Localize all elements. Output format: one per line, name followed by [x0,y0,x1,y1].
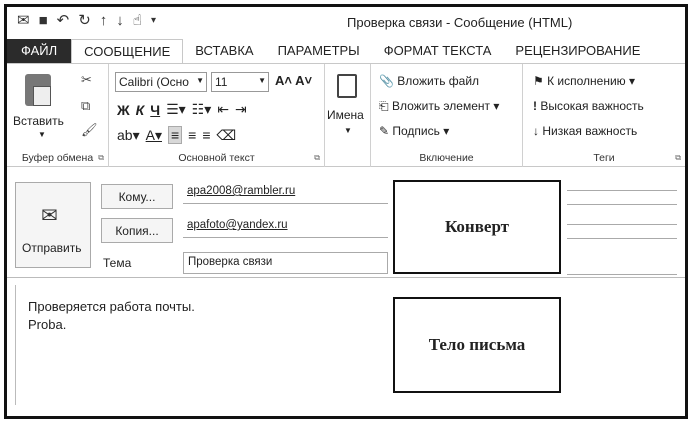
exclamation-icon: ! [533,99,541,113]
tab-format-text[interactable]: ФОРМАТ ТЕКСТА [383,43,492,58]
chevron-down-icon: ▾ [625,74,636,88]
attach-file-button[interactable] [379,74,479,88]
include-group-label: Включение [419,152,474,164]
body-line: Проверяется работа почты. [28,299,195,314]
ribbon-tabs [7,39,685,63]
down-arrow-icon[interactable]: ↓ [116,12,124,29]
tags-group [523,64,685,167]
cut-icon[interactable]: ✂ [81,72,92,87]
followup-label: К исполнению [547,74,626,88]
attach-item-icon: ⎗ [379,99,392,113]
message-envelope [7,168,685,278]
highlight-icon[interactable]: ab▾ [117,126,140,143]
font-color-row [117,126,236,144]
clipboard-group [7,64,109,167]
redo-icon[interactable]: ↻ [78,12,91,29]
names-button[interactable]: Имена [327,108,364,122]
align-left-icon[interactable]: ≡ [168,126,182,144]
quick-access-toolbar [17,13,156,29]
font-style-row [117,101,247,118]
signature-icon: ✎ [379,124,393,138]
clipboard-group-label: Буфер обмена [21,152,94,164]
send-icon: ✉ [41,205,58,227]
copy-icon[interactable]: ⧉ [81,98,91,113]
body-line: Proba. [28,317,67,332]
to-field[interactable]: apa2008@rambler.ru [183,182,388,204]
numbering-icon[interactable]: ☷▾ [191,101,212,117]
chevron-down-icon: ▼ [196,76,204,85]
ribbon [7,63,685,167]
flag-icon: ⚑ [533,74,548,88]
send-button[interactable] [15,182,91,268]
followup-button[interactable] [533,74,635,88]
subject-label: Тема [103,256,132,270]
high-importance-label: Высокая важность [540,99,644,113]
tab-file[interactable]: ФАЙЛ [7,39,71,63]
signature-button[interactable] [379,124,449,138]
touch-icon[interactable]: ☝ [132,12,142,29]
message-body[interactable] [15,285,679,405]
font-color-icon[interactable]: A▾ [145,126,162,143]
chevron-down-icon[interactable]: ▼ [38,130,46,139]
tags-group-label: Теги [593,152,615,164]
title-bar [7,7,685,37]
field-divider [567,190,677,191]
chevron-down-icon: ▾ [490,99,500,113]
window-title: Проверка связи - Сообщение (HTML) [347,15,573,30]
mail-icon[interactable]: ✉ [17,12,30,29]
font-size-value: 11 [215,75,228,89]
field-divider [567,274,677,275]
tab-insert[interactable]: ВСТАВКА [195,43,254,58]
include-group [371,64,523,167]
bullets-icon[interactable]: ☰▾ [166,101,186,117]
chevron-down-icon[interactable]: ▼ [344,126,352,135]
low-importance-label: Низкая важность [542,124,638,138]
paperclip-icon: 📎 [379,74,398,88]
attach-file-label: Вложить файл [397,74,480,88]
tab-review[interactable]: РЕЦЕНЗИРОВАНИЕ [515,43,641,58]
field-divider [567,238,677,239]
paste-icon[interactable] [25,74,51,106]
dialog-launcher-icon[interactable]: ⧉ [98,153,104,162]
paste-button[interactable]: Вставить [13,114,64,128]
customize-icon[interactable]: ▾ [150,15,156,26]
dialog-launcher-icon[interactable]: ⧉ [675,153,681,162]
undo-icon[interactable]: ↶ [56,12,70,29]
attach-item-button[interactable] [379,99,499,114]
address-book-icon[interactable] [337,74,357,98]
down-arrow-icon: ↓ [533,124,543,138]
field-divider [567,204,677,205]
clear-format-icon[interactable]: ⌫ [216,126,237,143]
font-name-value: Calibri (Осно [119,75,189,89]
up-arrow-icon[interactable]: ↑ [99,12,108,29]
bold-button[interactable]: Ж [117,101,130,118]
align-right-icon[interactable]: ≡ [202,127,211,143]
font-name-select[interactable] [115,72,207,92]
outlook-message-window [4,4,688,419]
send-label: Отправить [22,241,82,255]
font-group-label: Основной текст [178,152,255,164]
body-annotation: Тело письма [393,297,561,393]
signature-label: Подпись [392,124,440,138]
align-center-icon[interactable]: ≡ [188,127,197,143]
chevron-down-icon: ▾ [439,124,450,138]
tab-options[interactable]: ПАРАМЕТРЫ [277,43,360,58]
low-importance-button[interactable] [533,124,637,138]
dialog-launcher-icon[interactable]: ⧉ [314,153,320,162]
subject-field[interactable]: Проверка связи [183,252,388,274]
decrease-indent-icon[interactable]: ⇤ [217,101,229,117]
increase-indent-icon[interactable]: ⇥ [235,101,247,117]
to-button[interactable]: Кому... [101,184,173,209]
underline-button[interactable]: Ч [150,101,161,118]
high-importance-button[interactable] [533,99,644,113]
italic-button[interactable]: К [135,101,145,118]
envelope-annotation: Конверт [393,180,561,274]
font-size-select[interactable] [211,72,269,92]
grow-shrink-font-buttons[interactable]: A˄ A˅ [275,73,313,88]
cc-button[interactable]: Копия... [101,218,173,243]
format-painter-icon[interactable]: 🖌 [81,122,98,137]
cc-field[interactable]: apafoto@yandex.ru [183,216,388,238]
chevron-down-icon: ▼ [258,76,266,85]
save-icon[interactable]: ■ [38,12,48,29]
names-group [325,64,371,167]
font-group [109,64,325,167]
attach-item-label: Вложить элемент [391,99,491,113]
tab-message[interactable]: СООБЩЕНИЕ [71,39,183,63]
field-divider [567,224,677,225]
